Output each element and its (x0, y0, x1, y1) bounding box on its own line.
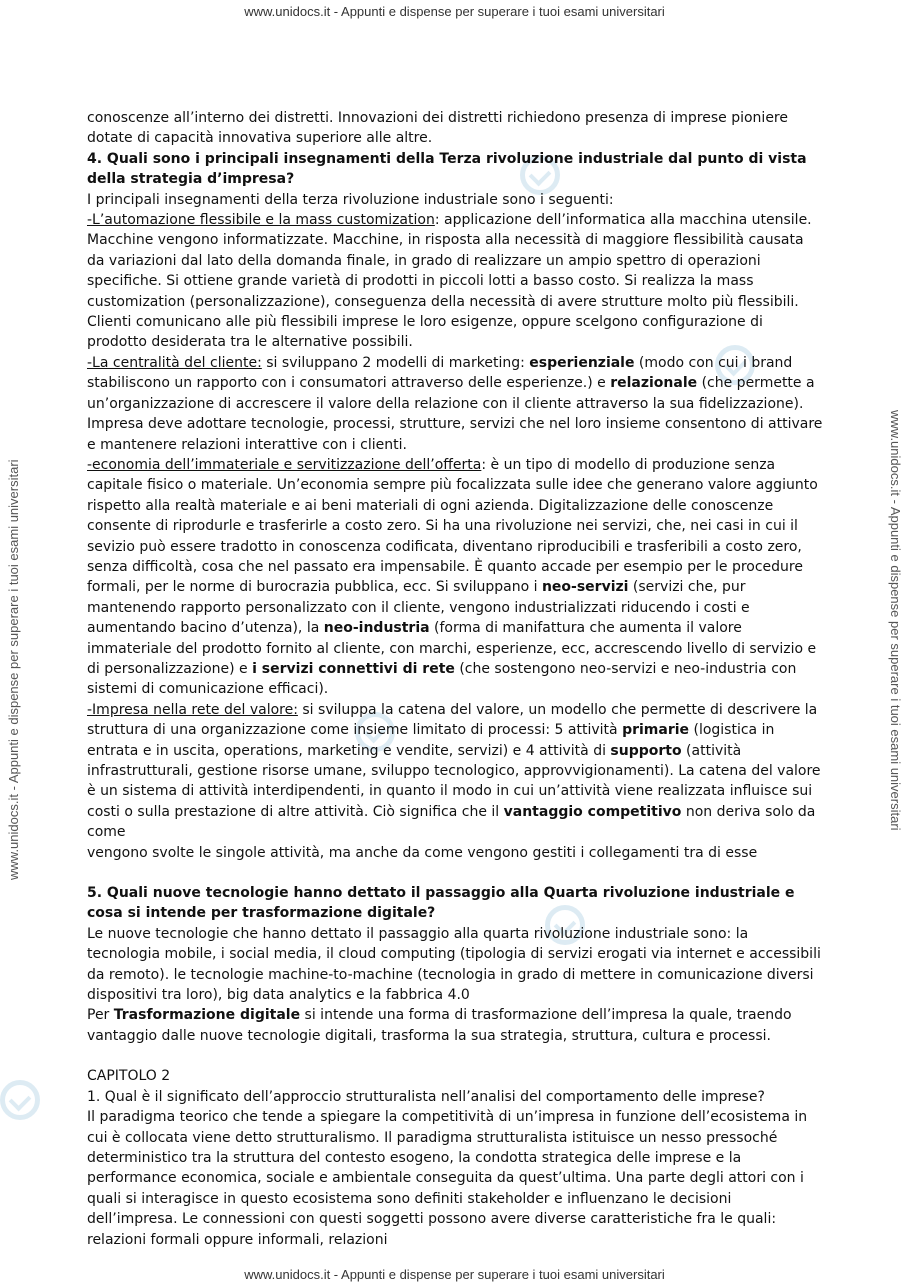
bold-term: esperienziale (529, 354, 635, 371)
paragraph-cliente (87, 353, 823, 455)
unidocs-logo-icon (0, 1080, 40, 1120)
text: non deriva solo da come (87, 803, 816, 841)
bold-term: vantaggio competitivo (503, 803, 682, 820)
text: (forma di manifattura che aumenta il valore immateriale del prodotto fornito al cliente, con marchi, esperienze, ecc, accrescendo livello di servizio e di personalizzazione) e (87, 620, 817, 677)
watermark-left: www.unidocs.it - Appunti e dispense per superare i tuoi esami universitari (6, 459, 21, 880)
section-title: -L’automazione flessibile e la mass customization (87, 212, 435, 229)
text: si sviluppano 2 modelli di marketing: (261, 354, 530, 371)
text: (modo con cui i brand stabiliscono un rapporto con i consumatori attraverso delle esperienze.) e (87, 354, 793, 392)
question-heading: 1. Qual è il significato dell’approccio strutturalista nell’analisi del comportamento delle imprese? (87, 1088, 765, 1105)
question-heading: 4. Quali sono i principali insegnamenti della Terza rivoluzione industriale dal punto di vista della strategia d’impresa? (87, 150, 807, 188)
paragraph: I principali insegnamenti della terza rivoluzione industriale sono i seguenti: (87, 191, 614, 208)
paragraph-automazione (87, 210, 823, 353)
paragraph: conoscenze all’interno dei distretti. Innovazioni dei distretti richiedono presenza di imprese pioniere dotate di capacità innovativa superiore alle altre. (87, 110, 788, 147)
paragraph: Le nuove tecnologie che hanno dettato il passaggio alla quarta rivoluzione industriale sono: la tecnologia mobile, i social media, il cloud computing (tipologia di servizi erogati via internet e accessibili da remoto). le tecnologie machine-to-machine (tecnologia in grado di mettere in comunicazione diversi dispositivi tra loro), big data analytics e la fabbrica 4.0 (87, 925, 821, 1004)
text: (che permette a un’organizzazione di accrescere il valore della relazione con il cliente attraverso la sua fidelizzazione). Impresa deve adottare tecnologie, processi, strutture, servizi che nel loro insieme consentono di attivare e mantenere relazioni interattive con i clienti. (87, 375, 823, 453)
text: : è un tipo di modello di produzione senza capitale fisico o materiale. Un’economia sempre più focalizzata sulle idee che generano valore aggiunto rispetto alla realtà materiale e ai beni materiali di ogni azienda. Digitalizzazione delle conoscenze consente di riprodurle e trasferirle a costo zero. Si ha una rivoluzione nei servizi, che, nei casi in cui il sevizio può essere tradotto in conoscenza codificata, diventano riproducibili e trasferibili a costo zero, senza difficoltà, cosa che nel passato era impensabile. È quanto accade per esempio per le procedure formali, per le norme di burocrazia pubblica, ecc. Si sviluppano i (87, 456, 818, 596)
watermark-right: www.unidocs.it - Appunti e dispense per superare i tuoi esami universitari (888, 410, 903, 831)
bold-term: neo-industria (323, 620, 430, 637)
paragraph: Il paradigma teorico che tende a spiegare la competitività di un’impresa in funzione dell’ecosistema in cui è collocata viene detto strutturalismo. Il paradigma strutturalista istituisce un nesso pressoché deterministico tra la struttura del contesto esogeno, la condotta strategica delle imprese e la performance economica, sociale e ambientale conseguita da quest’ultima. Una parte degli attori con i quali si interagisce in questo ecosistema sono definiti stakeholder e influenzano le decisioni dell’impresa. Le connessioni con questi soggetti possono avere diverse caratteristiche fra le quali: relazioni formali oppure informali, relazioni (87, 1109, 808, 1248)
watermark-bottom: www.unidocs.it - Appunti e dispense per superare i tuoi esami universitari (244, 1267, 665, 1282)
bold-term: i servizi connettivi di rete (252, 660, 455, 677)
chapter-heading: CAPITOLO 2 (87, 1068, 171, 1085)
question-heading: 5. Quali nuove tecnologie hanno dettato il passaggio alla Quarta rivoluzione industriale e cosa si intende per trasformazione digitale? (87, 885, 795, 922)
bold-term: primarie (622, 722, 690, 739)
paragraph-trasformazione (87, 1005, 823, 1046)
paragraph: vengono svolte le singole attività, ma anche da come vengono gestiti i collegamenti tra di esse (87, 844, 758, 861)
text: si sviluppa la catena del valore, un modello che permette di descrivere la struttura di una organizzazione come insieme limitato di processi: 5 attività (87, 701, 818, 739)
paragraph-rete (87, 700, 823, 843)
section-title: -Impresa nella rete del valore: (87, 701, 298, 718)
text: si intende una forma di trasformazione dell’impresa la quale, traendo vantaggio dalle nuove tecnologie digitali, trasforma la sua strategia, struttura, cultura e processi. (87, 1007, 792, 1044)
section-title: -economia dell’immateriale e servitizzazione dell’offerta (87, 456, 482, 473)
text: : applicazione dell’informatica alla macchina utensile. Macchine vengono informatizzate. Macchine, in risposta alla necessità di maggiore flessibilità causata da variazioni dal lato della domanda finale, in grado di realizzare un ampio spettro di operazioni specifiche. Si ottiene grande varietà di prodotti in piccoli lotti a basso costo. Si realizza la mass customization (personalizzazione), conseguenza della necessità di avere strutture molto più flessibili. Clienti comunicano alle più flessibili imprese le loro esigenze, oppure scelgono configurazione di prodotto desiderata tra le alternative possibili. (87, 212, 812, 351)
text: (servizi che, pur mantenendo rapporto personalizzato con il cliente, vengono industrializzati riducendo i costi e aumentando bacino d’utenza), la (87, 579, 750, 637)
paragraph-immateriale (87, 455, 823, 700)
bold-term: Trasformazione digitale (113, 1007, 301, 1024)
text: (attività infrastrutturali, gestione risorse umane, sviluppo tecnologico, approvvigionamenti). La catena del valore è un sistema di attività interdipendenti, in quanto il modo in cui un’attività viene realizzata influisce sui costi o sulla prestazione di altre attività. Ciò significa che il (87, 742, 821, 820)
section-title: -La centralità del cliente: (87, 354, 262, 371)
text: (che sostengono neo-servizi e neo-industria con sistemi di comunicazione efficaci). (87, 660, 797, 698)
bold-term: neo-servizi (541, 579, 629, 596)
bold-term: relazionale (610, 375, 698, 392)
text: (logistica in entrata e in uscita, operations, marketing e vendite, servizi) e 4 attività di (87, 722, 775, 759)
text: Per (87, 1007, 114, 1024)
bold-term: supporto (610, 742, 682, 759)
watermark-top: www.unidocs.it - Appunti e dispense per superare i tuoi esami universitari (244, 4, 665, 19)
document-body (87, 108, 823, 1250)
